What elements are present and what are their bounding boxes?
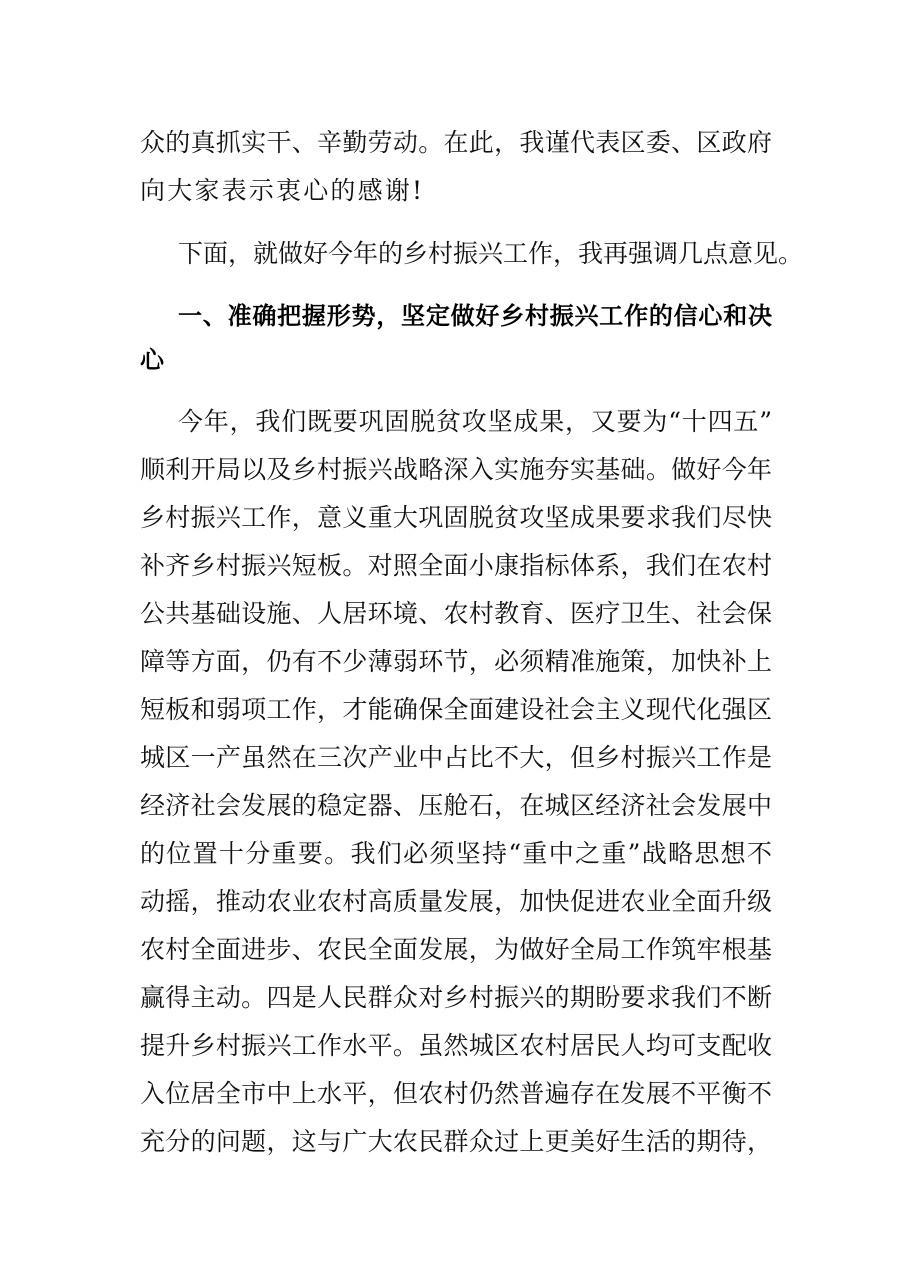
- text-line: 充分的问题，这与广大农民群众过上更美好生活的期待，: [140, 1127, 772, 1156]
- text-line: 经济社会发展的稳定器、压舱石，在城区经济社会发展中: [140, 791, 772, 820]
- section-heading-continued: 心: [140, 346, 167, 374]
- text-line: 入位居全市中上水平，但农村仍然普遍存在发展不平衡不: [140, 1079, 772, 1108]
- text-line: 向大家表示衷心的感谢!: [140, 176, 425, 205]
- text-line: 赢得主动。四是人民群众对乡村振兴的期盼要求我们不断: [140, 983, 772, 1012]
- text-line: 城区一产虽然在三次产业中占比不大，但乡村振兴工作是: [140, 743, 772, 772]
- text-line: 补齐乡村振兴短板。对照全面小康指标体系，我们在农村: [140, 551, 772, 580]
- text-line: 提升乡村振兴工作水平。虽然城区农村居民人均可支配收: [140, 1031, 772, 1060]
- text-line: 今年，我们既要巩固脱贫攻坚成果，又要为“十四五”: [178, 407, 772, 436]
- text-line: 短板和弱项工作，才能确保全面建设社会主义现代化强区: [140, 695, 772, 724]
- text-line: 下面，就做好今年的乡村振兴工作，我再强调几点意见。: [178, 239, 804, 268]
- text-line: 乡村振兴工作，意义重大巩固脱贫攻坚成果要求我们尽快: [140, 503, 772, 532]
- text-line: 众的真抓实干、辛勤劳动。在此，我谨代表区委、区政府: [140, 128, 772, 157]
- text-line: 农村全面进步、农民全面发展，为做好全局工作筑牢根基: [140, 935, 772, 964]
- text-line: 动摇，推动农业农村高质量发展，加快促进农业全面升级: [140, 887, 772, 916]
- text-line: 障等方面，仍有不少薄弱环节，必须精准施策，加快补上: [140, 647, 772, 676]
- section-heading: 一、准确把握形势，坚定做好乡村振兴工作的信心和决: [178, 302, 772, 330]
- text-line: 顺利开局以及乡村振兴战略深入实施夯实基础。做好今年: [140, 455, 772, 484]
- text-line: 的位置十分重要。我们必须坚持“重中之重”战略思想不: [140, 839, 772, 868]
- text-line: 公共基础设施、人居环境、农村教育、医疗卫生、社会保: [140, 599, 772, 628]
